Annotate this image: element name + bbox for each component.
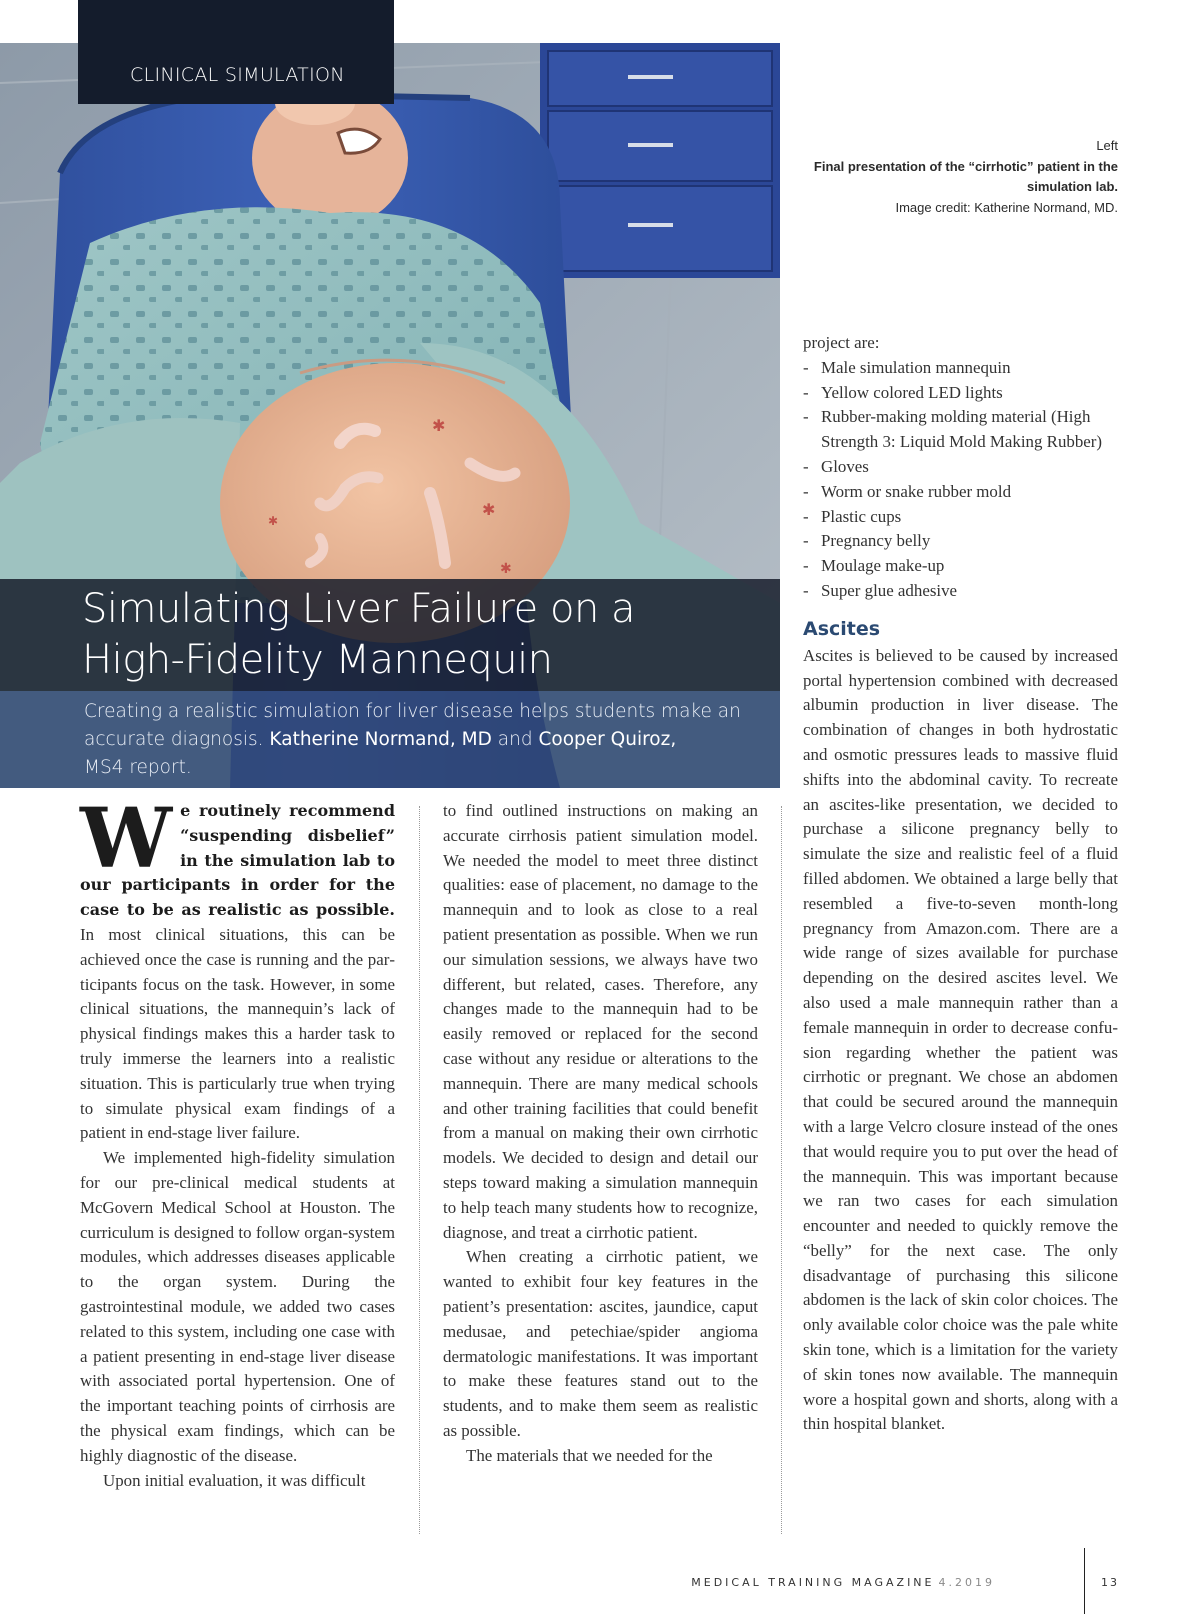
materials-item: - Pregnancy belly <box>803 529 1118 554</box>
article-deck <box>84 698 744 782</box>
page-number: 13 <box>1101 1576 1119 1589</box>
materials-item: - Male simulation mannequin <box>803 356 1118 381</box>
magazine-name <box>691 1576 995 1589</box>
body-column-1 <box>80 791 395 1493</box>
materials-item: - Rubber-making molding material (High Strength 3: Liquid Mold Making Rubber) <box>803 405 1118 455</box>
materials-item: - Yellow colored LED lights <box>803 381 1118 406</box>
author-1: Katherine Normand, MD <box>269 729 492 750</box>
deck-text: Creating a realistic simulation for liver disease helps students make an accurate diagnosis. <box>84 701 741 750</box>
svg-text:✱: ✱ <box>432 416 446 435</box>
materials-item: - Super glue adhesive <box>803 579 1118 604</box>
materials-item: - Moulage make-up <box>803 554 1118 579</box>
body-paragraph-3 <box>80 1469 395 1494</box>
author-2: Cooper Quiroz, <box>538 729 677 750</box>
title-line-2: High-Fidelity Mannequin <box>82 637 553 683</box>
svg-text:✱: ✱ <box>482 500 496 519</box>
body-column-2 <box>443 799 758 1469</box>
materials-list <box>803 356 1118 604</box>
materials-item: - Worm or snake rubber mold <box>803 480 1118 505</box>
lead-in: e routinely recommend “suspending disbelief” in the simulation lab to our participants in order for the case to be as realistic as possible. <box>80 801 395 920</box>
deck-end: MS4 report. <box>84 757 192 778</box>
title-line-1: Simulating Liver Failure on a <box>82 586 636 632</box>
photo-caption <box>788 136 1118 218</box>
svg-text:✱: ✱ <box>268 514 279 528</box>
paragraph-3-part-a: Upon initial evaluation, it was difficult <box>103 1470 366 1490</box>
body-column-3 <box>803 331 1118 1437</box>
body-paragraph-4: When creating a cirrhotic patient, we wanted to exhibit four key features in the patient’s presentation: ascites, jaundice, caput medusae, and petechiae/spider angioma dermatologic manifestations. It was important to make these features stand out to the students, and to make them seem as realistic as possible. <box>443 1247 758 1440</box>
drop-cap: W <box>80 791 173 887</box>
section-label: CLINICAL SIMULATION <box>130 64 345 86</box>
body-paragraph-5: The materials that we needed for the <box>466 1445 713 1465</box>
caption-credit: Image credit: Katherine Normand, MD. <box>895 199 1118 215</box>
body-paragraph-5-continued: project are: <box>803 333 880 352</box>
caption-description: Final presentation of the “cirrhotic” patient in the simulation lab. <box>813 158 1118 194</box>
column-divider <box>781 806 782 1534</box>
paragraph-1-text: In most clinical situations, this can be achieved once the case is running and the participants focus on the task. However, in some clinical situations, the mannequin’s lack of physical findings makes this a harder task to truly immerse the learners into a realistic situation. This is particularly true when trying to simulate physical exam findings of a patient in end-stage liver failure. <box>80 924 395 1143</box>
caption-position: Left <box>1096 138 1118 153</box>
body-paragraph-2: We implemented high-fidelity simulation for our pre-clinical medical students at McGovern Medical School at Houston. The curriculum is designed to follow organ-system modules, which addresses diseases applicable to the organ system. During the gastrointestinal module, we added two cases related to this system, including one case with a patient presenting in end-stage liver disease with associated portal hypertension. One of the important teaching points of cirrhosis are the physical exam findings, which can be highly diagnostic of the disease. <box>80 1148 395 1465</box>
body-paragraph-3-continued: to find outlined instructions on making an accurate cirrhosis patient simulation model. We needed the model to meet three distinct qualities: ease of placement, no damage to the mannequin and to look as close to a real patient presentation as possible. When we run our simulation sessions, we always have two different, but related, cases. Therefore, any changes made to the mannequin had to be easily removed or replaced for the second case without any residue or alterations to the mannequin. There are many medical schools and other training facilities that could benefit from a manual on making their own cirrhotic models. We decided to design and detail our steps toward making a simulation mannequin to help teach many students how to recognize, diagnose, and treat a cirrhotic patient. <box>443 801 758 1242</box>
footer-divider <box>1084 1548 1085 1614</box>
body-paragraph-1 <box>80 791 395 1146</box>
section-tab <box>78 0 394 104</box>
materials-item: - Plastic cups <box>803 505 1118 530</box>
column-divider <box>419 806 420 1534</box>
ascites-paragraph: Ascites is believed to be caused by increased portal hypertension combined with decreased albumin production in liver disease. The combination of changes in both hydrostatic and osmotic pressures leads to massive fluid shifts into the abdominal cavity. To recreate an ascites-like presentation, we decided to purchase a silicone pregnancy belly to simulate the size and realistic feel of a fluid filled abdomen. We obtained a large belly that resembled a five-to-seven month-long pregnancy from Amazon.com. There are a wide range of sizes available for purchase depending on the desired ascites level. We also used a male mannequin rather than a female mannequin in order to decrease confusion regarding whether the patient was cirrhotic or pregnant. We chose an abdomen that could be secured around the mannequin with a large Velcro closure instead of the ones that would require you to put over the head of the mannequin. This was important because we ran two cases for each simulation encounter and needed to quickly remove the “belly” for the next case. The only disadvantage of purchasing this silicone abdomen is the lack of skin color choices. The only available color choice was the pale white skin tone, which is a limitation for the variety of skin tones now available. The mannequin wore a hospital gown and shorts, along with a thin hospital blanket. <box>803 645 1118 1434</box>
ascites-heading: Ascites <box>803 617 881 640</box>
svg-text:✱: ✱ <box>500 561 512 577</box>
page-footer <box>620 1572 1120 1596</box>
materials-item: - Gloves <box>803 455 1118 480</box>
magazine-title: MEDICAL TRAINING MAGAZINE <box>691 1576 935 1589</box>
article-title <box>82 584 772 686</box>
issue-date: 4.2019 <box>938 1576 995 1589</box>
deck-and: and <box>497 729 533 750</box>
